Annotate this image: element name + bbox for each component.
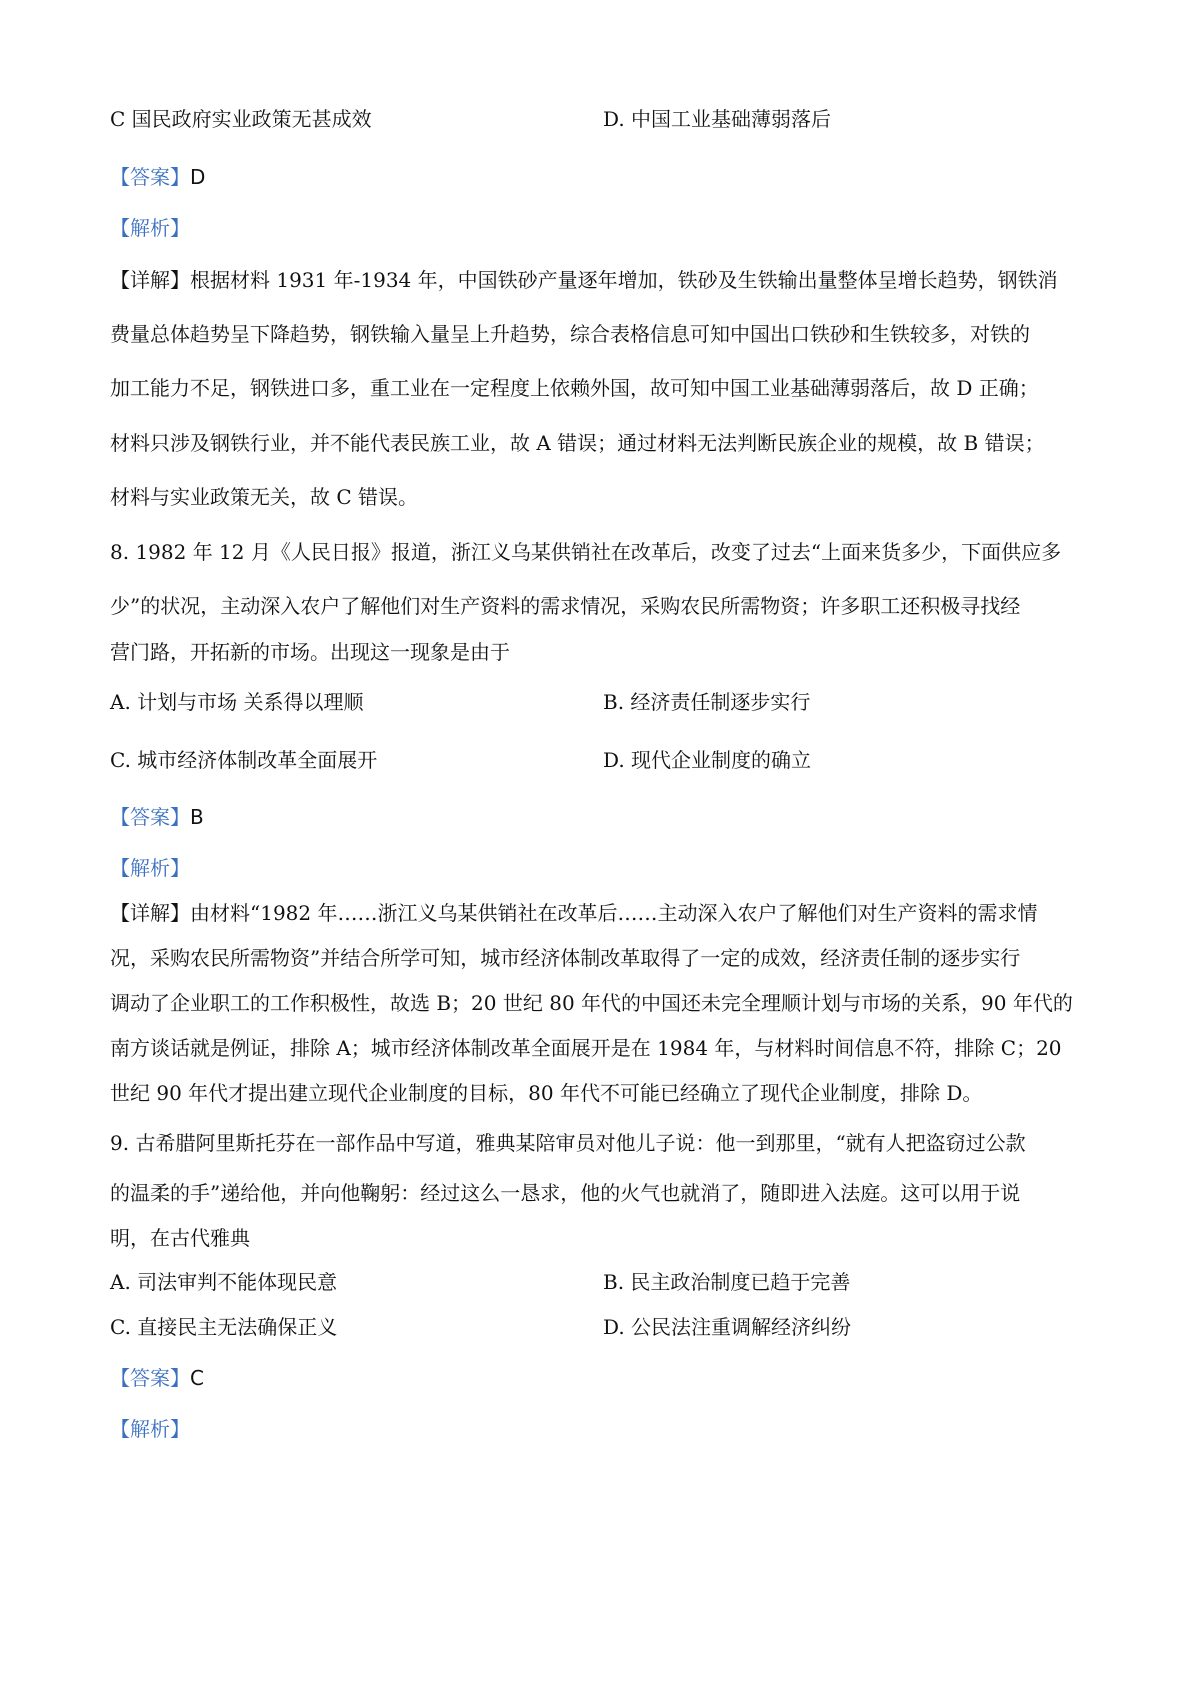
q8-detail-line-3: 调动了企业职工的工作积极性，故选 B；20 世纪 80 年代的中国还未完全理顺计划与市场的关系，90 年代的	[110, 991, 1073, 1015]
q7-answer	[110, 161, 205, 190]
answer-tag: 【答案】	[110, 1366, 190, 1390]
q9-option-d: D. 公民法注重调解经济纠纷	[603, 1315, 852, 1339]
q8-option-b: B. 经济责任制逐步实行	[603, 690, 811, 714]
answer-tag: 【答案】	[110, 805, 190, 829]
q8-stem-line-2: 少”的状况，主动深入农户了解他们对生产资料的需求情况，采购农民所需物资；许多职工还积极寻找经	[110, 594, 1021, 618]
q8-option-a: A. 计划与市场 关系得以理顺	[110, 690, 364, 714]
q9-stem-line-2: 的温柔的手”递给他，并向他鞠躬：经过这么一恳求，他的火气也就消了，随即进入法庭。这可以用于说	[110, 1181, 1021, 1205]
answer-tag: 【答案】	[110, 165, 190, 189]
q8-detail-line-5: 世纪 90 年代才提出建立现代企业制度的目标，80 年代不可能已经确立了现代企业制度，排除 D。	[110, 1081, 983, 1105]
q7-detail-line-1: 【详解】根据材料 1931 年-1934 年，中国铁砂产量逐年增加，铁砂及生铁输出量整体呈增长趋势，钢铁消	[110, 268, 1058, 292]
q9-option-c: C. 直接民主无法确保正义	[110, 1315, 338, 1339]
q7-option-c: C 国民政府实业政策无甚成效	[110, 107, 372, 131]
q7-detail-line-4: 材料只涉及钢铁行业，并不能代表民族工业，故 A 错误；通过材料无法判断民族企业的规模，故 B 错误；	[110, 431, 1045, 455]
q9-stem-line-1: 9. 古希腊阿里斯托芬在一部作品中写道，雅典某陪审员对他儿子说：他一到那里，“就有人把盗窃过公款	[110, 1131, 1026, 1155]
q7-analysis-tag: 【解析】	[110, 216, 190, 240]
answer-value: B	[190, 805, 204, 829]
q9-analysis-tag: 【解析】	[110, 1417, 190, 1441]
q9-option-a: A. 司法审判不能体现民意	[110, 1270, 338, 1294]
q9-stem-line-3: 明，在古代雅典	[110, 1226, 250, 1250]
q8-option-d: D. 现代企业制度的确立	[603, 748, 812, 772]
q8-detail-line-1: 【详解】由材料“1982 年……浙江义乌某供销社在改革后……主动深入农户了解他们对生产资料的需求情	[110, 901, 1038, 925]
answer-value: C	[190, 1366, 204, 1390]
q8-answer	[110, 801, 204, 830]
q8-option-c: C. 城市经济体制改革全面展开	[110, 748, 378, 772]
q9-option-b: B. 民主政治制度已趋于完善	[603, 1270, 851, 1294]
q7-detail-line-2: 费量总体趋势呈下降趋势，钢铁输入量呈上升趋势，综合表格信息可知中国出口铁砂和生铁较多，对铁的	[110, 322, 1030, 346]
q7-detail-line-3: 加工能力不足，钢铁进口多，重工业在一定程度上依赖外国，故可知中国工业基础薄弱落后，故 D 正确；	[110, 376, 1039, 400]
answer-value: D	[190, 165, 206, 189]
q8-stem-line-3: 营门路，开拓新的市场。出现这一现象是由于	[110, 640, 510, 664]
q7-detail-line-5: 材料与实业政策无关，故 C 错误。	[110, 485, 419, 509]
q9-answer	[110, 1362, 204, 1391]
q8-stem-line-1: 8. 1982 年 12 月《人民日报》报道，浙江义乌某供销社在改革后，改变了过去“上面来货多少，下面供应多	[110, 540, 1062, 564]
q8-analysis-tag: 【解析】	[110, 856, 190, 880]
q8-detail-line-2: 况，采购农民所需物资”并结合所学可知，城市经济体制改革取得了一定的成效，经济责任制的逐步实行	[110, 946, 1021, 970]
q8-detail-line-4: 南方谈话就是例证，排除 A；城市经济体制改革全面展开是在 1984 年，与材料时间信息不符，排除 C；20	[110, 1036, 1062, 1060]
q7-option-d: D. 中国工业基础薄弱落后	[603, 107, 832, 131]
